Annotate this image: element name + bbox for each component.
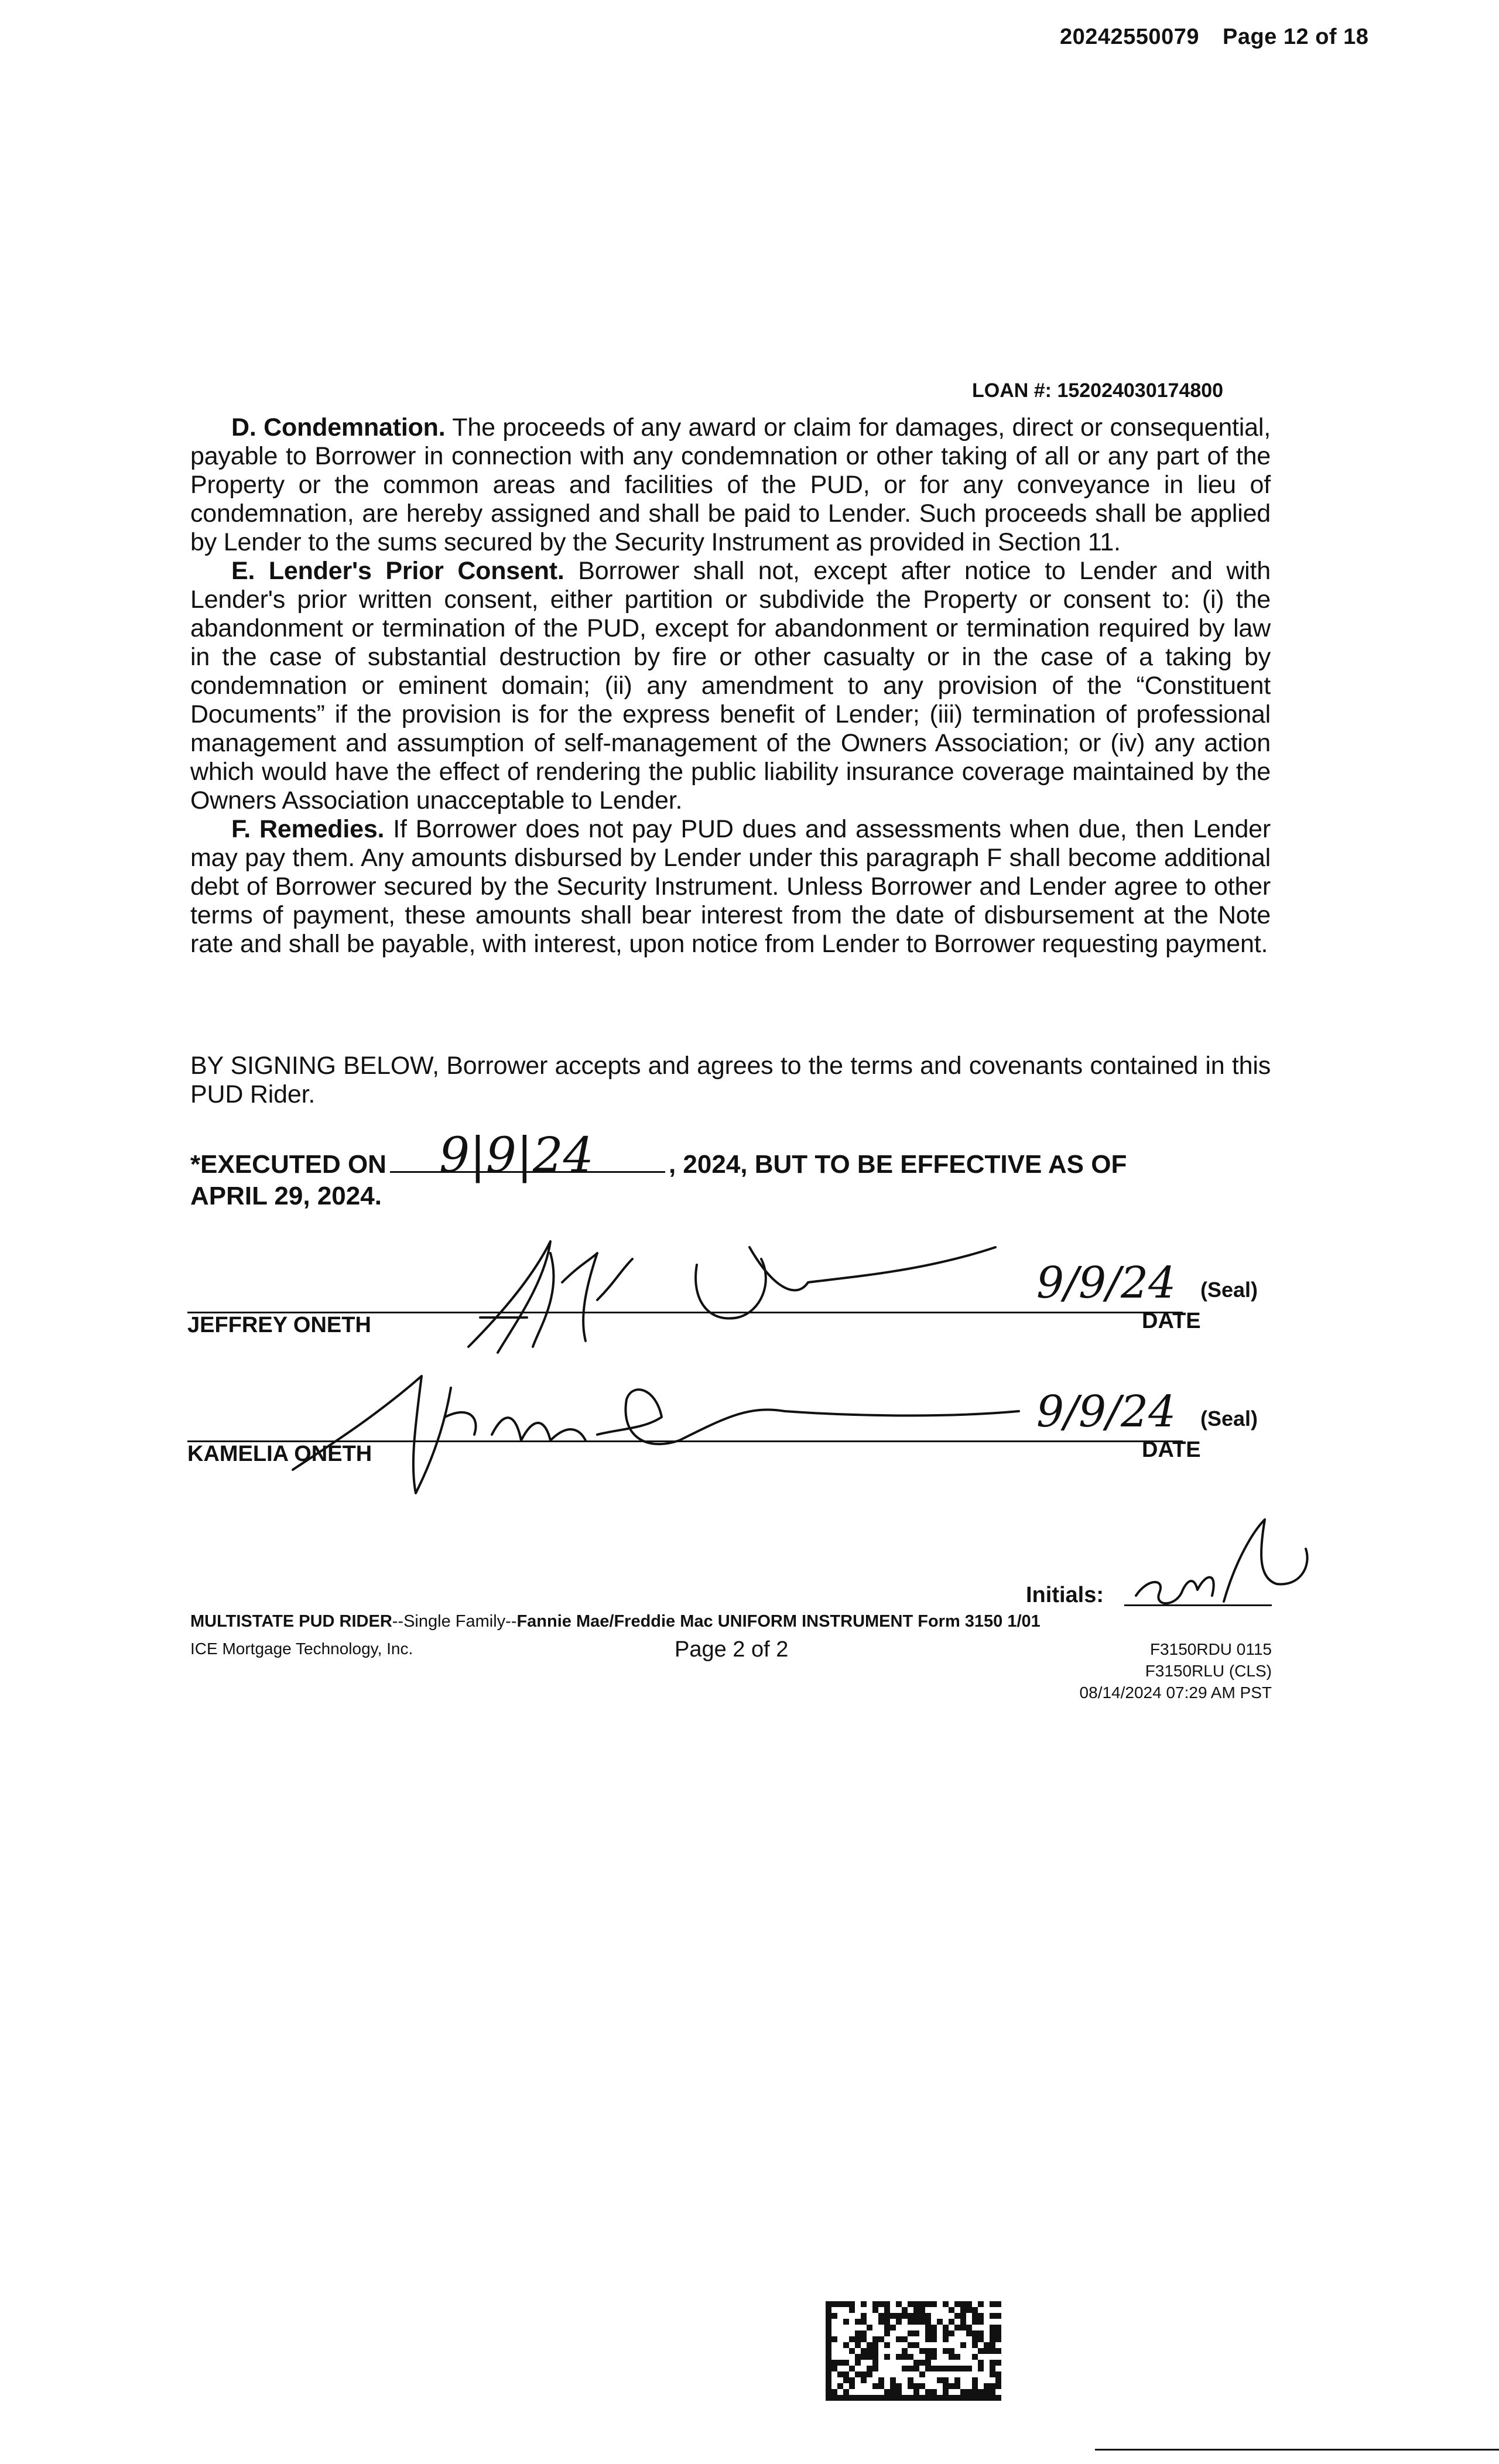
form-title-rest: Fannie Mae/Freddie Mac UNIFORM INSTRUMENT Form 3150 1/01 (516, 1612, 1041, 1631)
signer1-seal: (Seal) (1200, 1278, 1258, 1302)
section-e-title: E. Lender's Prior Consent. (231, 557, 564, 585)
section-e-text: Borrower shall not, except after notice to Lender and with Lender's prior written consent, either partition or subdivide the Property or consent to: (i) the abandonment or termination of the PUD, except for abandonment or termination required by law in the case of substantial destruction by fire or other casualty or in the case of a taking by condemnation or eminent domain; (ii) any amendment to any provision of the “Constituent Documents” if the provision is for the express benefit of Lender; (iii) termination of professional management and assumption of self-management of the Owners Association; or (iv) any action which would have the effect of rendering the public liability insurance coverage maintained by the Owners Association unacceptable to Lender. (190, 557, 1271, 815)
section-d (190, 413, 1271, 557)
document-number: 20242550079 (1060, 25, 1199, 49)
initials-label: Initials: (1026, 1583, 1104, 1607)
signer2-name: KAMELIA ONETH (187, 1442, 372, 1466)
page-header (1060, 25, 1368, 50)
form-code-1: F3150RDU 0115 (1149, 1640, 1272, 1658)
signer1-handwritten-date: 9/9/24 (1036, 1258, 1176, 1308)
form-codes (995, 1638, 1272, 1703)
section-f-title: F. Remedies. (231, 815, 385, 843)
signer2-signature (281, 1353, 1042, 1505)
section-f (190, 815, 1271, 959)
page-counter: Page 12 of 18 (1222, 25, 1369, 49)
loan-number: LOAN #: 152024030174800 (972, 379, 1224, 402)
section-e (190, 557, 1271, 815)
section-f-text: If Borrower does not pay PUD dues and assessments when due, then Lender may pay them. Any amounts disbursed by Lender under this paragraph F shall become additional debt of Borrower secured by the Security Instrument. Unless Borrower and Lender agree to other terms of payment, these amounts shall bear interest from the date of disbursement at the Note rate and shall be payable, with interest, upon notice from Lender to Borrower requesting payment. (190, 815, 1271, 958)
signer1-signature (445, 1230, 1031, 1364)
form-title-mid: --Single Family-- (392, 1612, 517, 1631)
bottom-rule (1095, 2449, 1499, 2451)
signer2-seal: (Seal) (1200, 1406, 1258, 1431)
rider-sections (190, 413, 1271, 959)
form-title-bold: MULTISTATE PUD RIDER (190, 1612, 392, 1631)
page-indicator: Page 2 of 2 (675, 1637, 789, 1662)
company-name: ICE Mortgage Technology, Inc. (190, 1640, 413, 1658)
initials-signature (1124, 1514, 1323, 1613)
section-d-title: D. Condemnation. (231, 413, 446, 442)
form-title (190, 1612, 1041, 1631)
signer1-name: JEFFREY ONETH (187, 1313, 371, 1337)
execution-clause (190, 1148, 1127, 1212)
form-timestamp: 08/14/2024 07:29 AM PST (1079, 1683, 1272, 1702)
signing-statement: BY SIGNING BELOW, Borrower accepts and agrees to the terms and covenants contained in this PUD Rider. (190, 1052, 1271, 1108)
barcode-icon (826, 2301, 1001, 2401)
execution-suffix: , 2024, BUT TO BE EFFECTIVE AS OF (668, 1150, 1127, 1179)
handwritten-execution-date: 9|9|24 (439, 1128, 594, 1183)
signer2-handwritten-date: 9/9/24 (1036, 1387, 1176, 1437)
signer2-date-label: DATE (1142, 1438, 1201, 1462)
section-d-text: The proceeds of any award or claim for damages, direct or consequential, payable to Borrower in connection with any condemnation or other taking of all or any part of the Property or the common areas and facilities of the PUD, or for any conveyance in lieu of condemnation, are hereby assigned and shall be paid to Lender. Such proceeds shall be applied by Lender to the sums secured by the Security Instrument as provided in Section 11. (190, 413, 1271, 556)
form-code-2: F3150RLU (CLS) (1145, 1662, 1272, 1680)
signer1-date-label: DATE (1142, 1309, 1201, 1333)
effective-date: APRIL 29, 2024. (190, 1182, 382, 1210)
execution-prefix: *EXECUTED ON (190, 1150, 386, 1179)
